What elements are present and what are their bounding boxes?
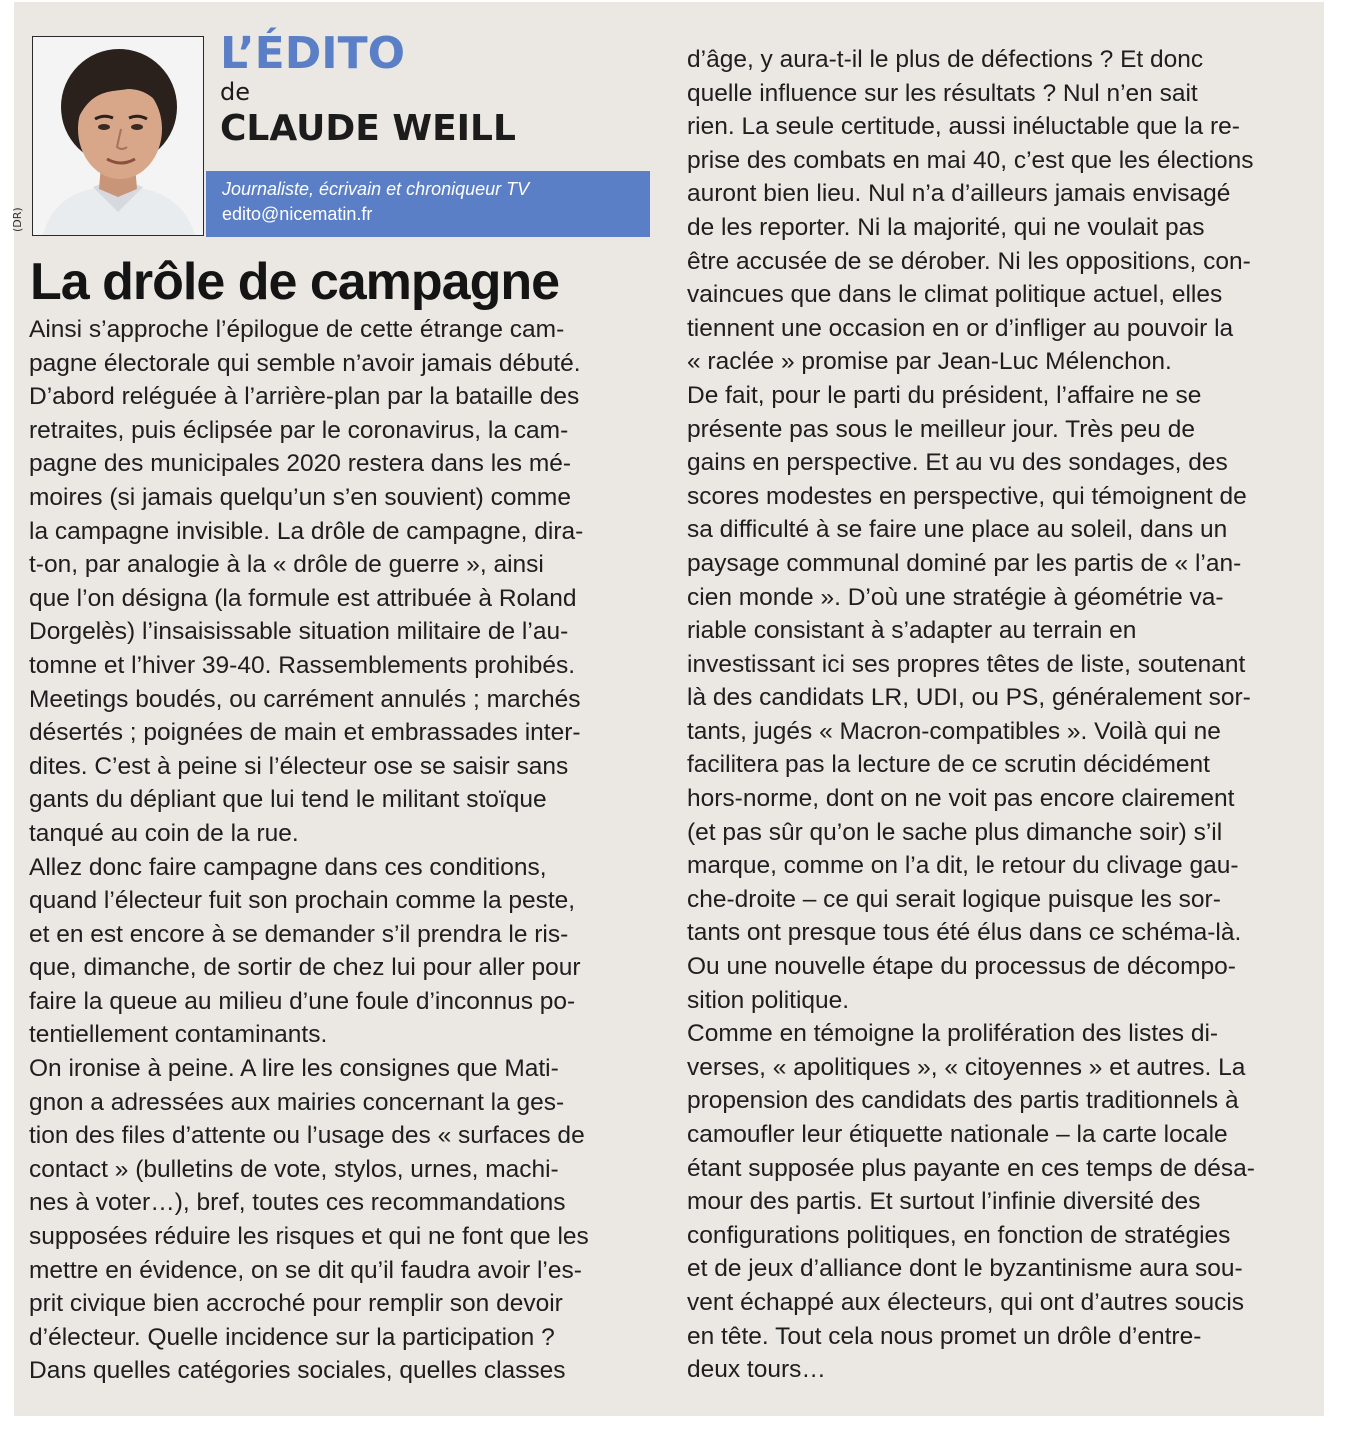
article-text-line: mettre en évidence, on se dit qu’il faudra avoir l’es- — [29, 1256, 582, 1284]
article-text-line: en tête. Tout cela nous promet un drôle d’entre- — [687, 1322, 1202, 1350]
article-text-line: marque, comme on l’a dit, le retour du clivage gau- — [687, 852, 1239, 880]
article-text-line: Ainsi s’approche l’épilogue de cette étrange cam- — [29, 316, 565, 343]
article-text-line: présente pas sous le meilleur jour. Très peu de — [687, 415, 1195, 443]
article-text-line: gains en perspective. Et au vu des sondages, des — [687, 449, 1228, 477]
author-info-box — [206, 171, 650, 237]
article-text-line: Ou une nouvelle étape du processus de décompo- — [687, 953, 1236, 981]
article-text-line: rien. La seule certitude, aussi inéluctable que la re- — [687, 113, 1240, 141]
article-text-line: che-droite – ce qui serait logique puisque les sor- — [687, 885, 1221, 913]
article-text-line: la campagne invisible. La drôle de campagne, dira- — [29, 517, 584, 545]
article-text-line: scores modestes en perspective, qui témoignent de — [687, 482, 1247, 510]
article-text-line: être accusée de se dérober. Ni les oppositions, con- — [687, 247, 1251, 275]
author-name: CLAUDE WEILL — [220, 108, 516, 149]
article-text-line: que l’on désigna (la formule est attribuée à Roland — [29, 584, 577, 612]
article-text-line: auront bien lieu. Nul n’a d’ailleurs jamais envisagé — [687, 180, 1231, 208]
article-text-line: sa difficulté à se faire une place au soleil, dans un — [687, 516, 1228, 544]
article-text-line: sition politique. — [687, 986, 850, 1014]
article-text-line: dites. C’est à peine si l’électeur ose se saisir sans — [29, 752, 569, 780]
article-column-right — [687, 43, 1255, 1387]
article-text-line: retraites, puis éclipsée par le coronavirus, la cam- — [29, 416, 569, 444]
article-text-line: supposées réduire les risques et qui ne font que les — [29, 1223, 589, 1251]
article-text-line: gnon a adressées aux mairies concernant la ges- — [29, 1088, 565, 1116]
article-text-line: prit civique bien accroché pour remplir son devoir — [29, 1290, 563, 1318]
article-text-line: tomne et l’hiver 39-40. Rassemblements prohibés. — [29, 651, 576, 679]
article-text-line: prise des combats en mai 40, c’est que les élections — [687, 146, 1254, 174]
article-text-line: quelle influence sur les résultats ? Nul n’en sait — [687, 79, 1198, 107]
article-text-line: Meetings boudés, ou carrément annulés ; marchés — [29, 685, 581, 713]
article-text-line: propension des candidats des partis traditionnels à — [687, 1087, 1239, 1115]
author-email-link[interactable]: edito@nicematin.fr — [222, 204, 373, 224]
article-text-line: tion des files d’attente ou l’usage des « surfaces de — [29, 1122, 585, 1150]
article-text-line: vent échappé aux électeurs, qui ont d’autres soucis — [687, 1288, 1245, 1316]
article-text-line: deux tours… — [687, 1356, 826, 1384]
article-text-line: et de jeux d’alliance dont le byzantinisme aura sou- — [687, 1255, 1243, 1283]
article-text-line: étant supposée plus payante en ces temps de désa- — [687, 1154, 1255, 1182]
article-text-line: configurations politiques, en fonction de stratégies — [687, 1221, 1231, 1249]
article-text-line: « raclée » promise par Jean-Luc Mélenchon. — [687, 348, 1172, 376]
article-text-line: moires (si jamais quelqu’un s’en souvient) comme — [29, 483, 571, 511]
article-text-line: investissant ici ses propres têtes de liste, soutenant — [687, 650, 1246, 678]
article-text-line: cien monde ». D’où une stratégie à géométrie va- — [687, 583, 1224, 611]
article-text-line: tanqué au coin de la rue. — [29, 819, 299, 847]
article-text-line: mour des partis. Et surtout l’infinie diversité des — [687, 1188, 1201, 1216]
portrait-illustration — [33, 37, 203, 235]
section-label: L’ÉDITO — [220, 28, 406, 79]
article-text-line: nes à voter…), bref, toutes ces recommandations — [29, 1189, 566, 1217]
article-text-line: camoufler leur étiquette nationale – la carte locale — [687, 1121, 1228, 1148]
article-text-line: facilitera pas la lecture de ce scrutin décidément — [687, 751, 1210, 779]
article-headline: La drôle de campagne — [30, 253, 560, 311]
article-text-line: verses, « apolitiques », « citoyennes » et autres. La — [687, 1053, 1246, 1081]
article-text-line: et en est encore à se demander s’il prendra le ris- — [29, 920, 569, 948]
article-text-line: de les reporter. Ni la majorité, qui ne voulait pas — [687, 213, 1205, 241]
article-text-line: tants, jugés « Macron-compatibles ». Voilà qui ne — [687, 717, 1221, 745]
article-text-line: Dorgelès) l’insaisissable situation militaire de l’au- — [29, 618, 569, 646]
article-text-line: Comme en témoigne la prolifération des listes di- — [687, 1020, 1219, 1048]
article-text-line: riable consistant à s’adapter au terrain en — [687, 617, 1137, 645]
author-preposition: de — [220, 78, 250, 106]
photo-credit: (DR) — [11, 207, 24, 232]
article-text-line: que, dimanche, de sortir de chez lui pour aller pour — [29, 954, 581, 982]
article-text-line: tiennent une occasion en or d’infliger au pouvoir la — [687, 314, 1234, 342]
article-text-line: pagne électorale qui semble n’avoir jamais débuté. — [29, 349, 581, 377]
article-text-line: d’électeur. Quelle incidence sur la participation ? — [29, 1323, 555, 1351]
article-text-line: pagne des municipales 2020 restera dans les mé- — [29, 450, 572, 478]
article-text-line: quand l’électeur fuit son prochain comme la peste, — [29, 887, 576, 915]
article-text-line: D’abord reléguée à l’arrière-plan par la bataille des — [29, 383, 580, 411]
article-text-line: Allez donc faire campagne dans ces conditions, — [29, 853, 547, 881]
article-text-line: vaincues que dans le climat politique actuel, elles — [687, 281, 1223, 309]
article-text-line: De fait, pour le parti du président, l’affaire ne se — [687, 381, 1202, 409]
article-text-line: On ironise à peine. A lire les consignes que Mati- — [29, 1055, 559, 1083]
article-text-line: gants du dépliant que lui tend le militant stoïque — [29, 786, 547, 814]
article-text-line: contact » (bulletins de vote, stylos, urnes, machi- — [29, 1155, 559, 1183]
article-text-line: paysage communal dominé par les partis de « l’an- — [687, 549, 1242, 577]
article-text-line: Dans quelles catégories sociales, quelles classes — [29, 1357, 566, 1385]
article-text-line: désertés ; poignées de main et embrassades inter- — [29, 719, 581, 747]
article-text-line: tentiellement contaminants. — [29, 1021, 328, 1049]
article-column-left — [29, 313, 589, 1388]
article-text-line: hors-norme, dont on ne voit pas encore clairement — [687, 785, 1235, 813]
article-text-line: tants ont presque tous été élus dans ce schéma-là. — [687, 919, 1242, 947]
article-text-line: (et pas sûr qu’on le sache plus dimanche soir) s’il — [687, 818, 1223, 846]
article-text-line: là des candidats LR, UDI, ou PS, généralement sor- — [687, 684, 1251, 712]
article-text-line: faire la queue au milieu d’une foule d’inconnus po- — [29, 987, 576, 1015]
article-text-line: t-on, par analogie à la « drôle de guerre », ainsi — [29, 551, 544, 579]
author-role: Journaliste, écrivain et chroniqueur TV — [222, 179, 530, 199]
article-text-line: d’âge, y aura-t-il le plus de défections ? Et donc — [687, 46, 1204, 73]
author-photo — [32, 36, 204, 236]
